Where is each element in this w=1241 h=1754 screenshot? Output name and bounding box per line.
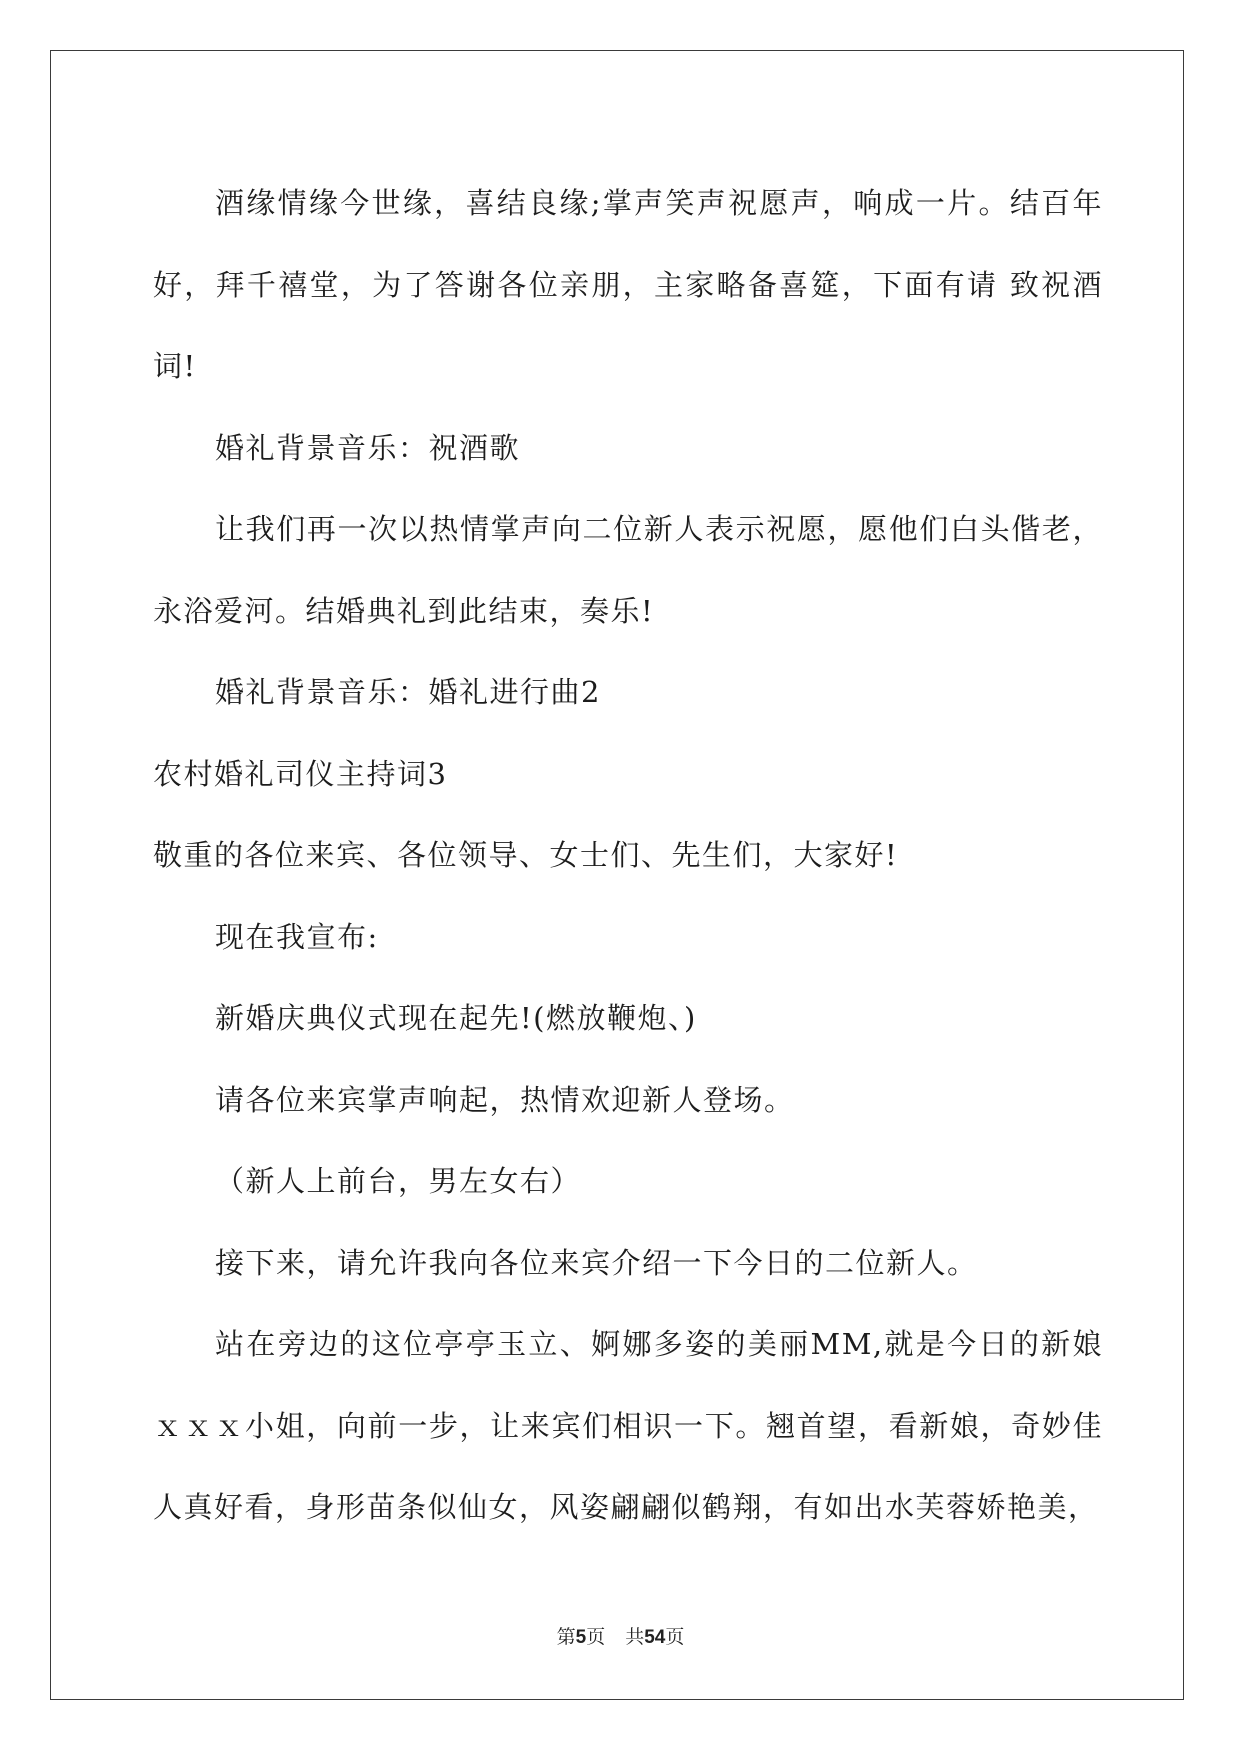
paragraph-7: 现在我宣布: — [215, 919, 379, 954]
document-body — [153, 163, 1103, 1549]
section-heading: 农村婚礼司仪主持词3 — [153, 756, 448, 791]
paragraph-12: 站在旁边的这位亭亭玉立、婀娜多姿的美丽MM,就是今日的新娘ｘｘｘ小姐，向前一步，让来宾们相识一下。翘首望，看新娘，奇妙佳人真好看，身形苗条似仙女，风姿翩翩似鹤翔，有如出水芙蓉娇艳美， — [153, 1327, 1103, 1524]
paragraph-9: 请各位来宾掌声响起，热情欢迎新人登场。 — [215, 1082, 795, 1117]
paragraph-3: 让我们再一次以热情掌声向二位新人表示祝愿，愿他们白头偕老，永浴爱河。结婚典礼到此结束，奏乐! — [153, 512, 1103, 628]
footer-page-suffix: 页 — [586, 1626, 606, 1648]
paragraph-8: 新婚庆典仪式现在起先!(燃放鞭炮、) — [215, 1001, 697, 1035]
footer-total-prefix: 共 — [625, 1626, 645, 1648]
salutation: 敬重的各位来宾、各位领导、女士们、先生们，大家好! — [153, 838, 899, 872]
footer-total-suffix: 页 — [665, 1626, 685, 1648]
paragraph-2: 婚礼背景音乐：祝酒歌 — [215, 430, 521, 465]
paragraph-4: 婚礼背景音乐：婚礼进行曲2 — [215, 675, 601, 709]
paragraph-11: 接下来，请允许我向各位来宾介绍一下今日的二位新人。 — [215, 1245, 978, 1280]
footer-page-prefix: 第 — [556, 1626, 576, 1648]
paragraph-10: （新人上前台，男左女右） — [215, 1164, 582, 1198]
footer-total-pages: 54 — [644, 1627, 666, 1648]
page-footer — [0, 1622, 1241, 1649]
footer-page-number: 5 — [575, 1627, 587, 1648]
paragraph-1: 酒缘情缘今世缘，喜结良缘;掌声笑声祝愿声，响成一片。结百年好，拜千禧堂，为了答谢各位亲朋，主家略备喜筵，下面有请 致祝酒词! — [153, 186, 1103, 383]
